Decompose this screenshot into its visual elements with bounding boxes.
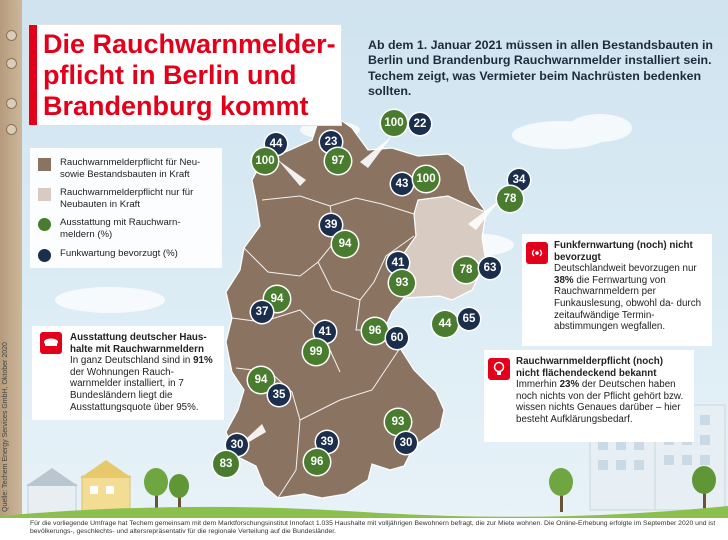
intro-text: Ab dem 1. Januar 2021 müssen in allen Bestandsbauten in Berlin und Brandenburg Rauchwarnmelder installiert sein. Techem zeigt, was Vermieter beim Nachrüsten bedenken sollten.	[368, 38, 713, 99]
marker-hessen-funk: 41	[314, 321, 336, 343]
marker-saarland-funk: 30	[226, 434, 248, 456]
radio-signal-icon	[526, 242, 548, 264]
marker-berlin-funk: 34	[508, 169, 530, 191]
marker-sh-funk: 23	[320, 131, 342, 153]
info-highlight: 38%	[554, 274, 574, 286]
title-box	[28, 24, 342, 126]
marker-th-ausstattung: 96	[362, 318, 388, 344]
info-box-bekanntheit	[484, 350, 694, 442]
marker-rp-ausstattung: 94	[248, 367, 274, 393]
legend-label: Funkwartung bevorzugt (%)	[60, 248, 178, 259]
marker-ns-funk: 39	[320, 214, 342, 236]
marker-nrw-ausstattung: 94	[264, 286, 290, 312]
info-box-ausstattung	[32, 326, 224, 420]
info-text: die Fernwartung von Rauchwarnmeldern per Funkauslesung, obwohl da- durch zeitaufwändige Termin- abstimmungen wegfallen.	[554, 274, 702, 333]
marker-th-funk: 60	[386, 327, 408, 349]
info-body	[554, 263, 706, 333]
marker-st-ausstattung: 93	[389, 270, 415, 296]
marker-saarland-ausstattung: 83	[213, 451, 239, 477]
info-text: In ganz Deutschland sind in	[70, 355, 191, 367]
info-highlight: 23%	[559, 379, 580, 391]
legend-swatch-dark	[38, 158, 51, 171]
source-note: Quelle: Techem Energy Services GmbH, Oktober 2020	[2, 342, 9, 512]
marker-bw-funk: 39	[316, 431, 338, 453]
info-heading: Rauchwarnmelderpflicht (noch) nicht flächendeckend bekannt	[516, 356, 663, 379]
smoke-detector-icon	[40, 332, 62, 354]
marker-ns-ausstattung: 94	[332, 231, 358, 257]
info-heading: Ausstattung deutscher Haus- halte mit Rauchwarnmeldern	[70, 332, 207, 355]
marker-bayern-ausstattung: 93	[385, 409, 411, 435]
info-box-funkfernwartung	[522, 234, 712, 346]
marker-hessen-ausstattung: 99	[303, 339, 329, 365]
marker-nrw-funk: 37	[251, 301, 273, 323]
legend-label: Rauchwarnmelderpflicht für Neu- sowie Bestandsbauten in Kraft	[60, 157, 201, 180]
marker-rp-funk: 35	[268, 384, 290, 406]
marker-brandenburg-ausstattung: 78	[453, 257, 479, 283]
marker-bw-ausstattung: 96	[304, 449, 330, 475]
title-accent-bar	[29, 25, 37, 125]
marker-sachsen-funk: 65	[458, 308, 480, 330]
marker-berlin-ausstattung: 78	[497, 186, 523, 212]
marker-mv-funk: 43	[391, 173, 413, 195]
marker-hamburg-ausstattung: 100	[381, 110, 407, 136]
footnote: Für die vorliegende Umfrage hat Techem gemeinsam mit dem Marktforschungsinstitut Innofact 1.035 Haushalte mit volljährigen Bewohnern befragt, die zur Miete wohnen. Die Online-Erhebung erfolgte im September 2020 und ist bevölkerungs-, geschlechts- und altersrepräsentativ für die regionale Verteilung auf die Bundesländer.	[30, 520, 716, 536]
info-heading: Funkfernwartung (noch) nicht bevorzugt	[554, 240, 693, 263]
marker-bayern-funk: 30	[395, 432, 417, 454]
info-text: der Wohnungen Rauch- warnmelder installiert, in 7 Bundesländern liegt die Ausstattungsquote über 95%.	[70, 366, 199, 413]
page-title: Die Rauchwarnmelder-pflicht in Berlin und Brandenburg kommt	[43, 29, 336, 121]
info-body	[516, 379, 688, 425]
marker-bremen-funk: 44	[265, 133, 287, 155]
marker-mv-ausstattung: 100	[413, 166, 439, 192]
info-text: Immerhin	[516, 379, 557, 391]
info-body	[70, 355, 218, 413]
marker-st-funk: 41	[387, 252, 409, 274]
legend-label: Rauchwarnmelderpflicht nur für Neubauten in Kraft	[60, 187, 194, 210]
marker-brandenburg-funk: 63	[479, 257, 501, 279]
legend-label: Ausstattung mit Rauchwarn- meldern (%)	[60, 217, 181, 240]
info-text: Deutschlandweit bevorzugen nur	[554, 263, 697, 275]
marker-sh-ausstattung: 97	[325, 148, 351, 174]
marker-bremen-ausstattung: 100	[252, 148, 278, 174]
info-text: der Deutschen haben noch nichts von der Pflicht gehört bzw. wissen nichts Genaues darüber – hier besteht Aufklärungsbedarf.	[516, 379, 684, 425]
legend-dot-green	[38, 218, 51, 231]
legend	[30, 148, 222, 268]
legend-swatch-light	[38, 188, 51, 201]
info-highlight: 91%	[193, 355, 213, 367]
legend-dot-navy	[38, 249, 51, 262]
marker-sachsen-ausstattung: 44	[432, 311, 458, 337]
lightbulb-icon	[488, 358, 510, 380]
marker-hamburg-funk: 22	[409, 113, 431, 135]
